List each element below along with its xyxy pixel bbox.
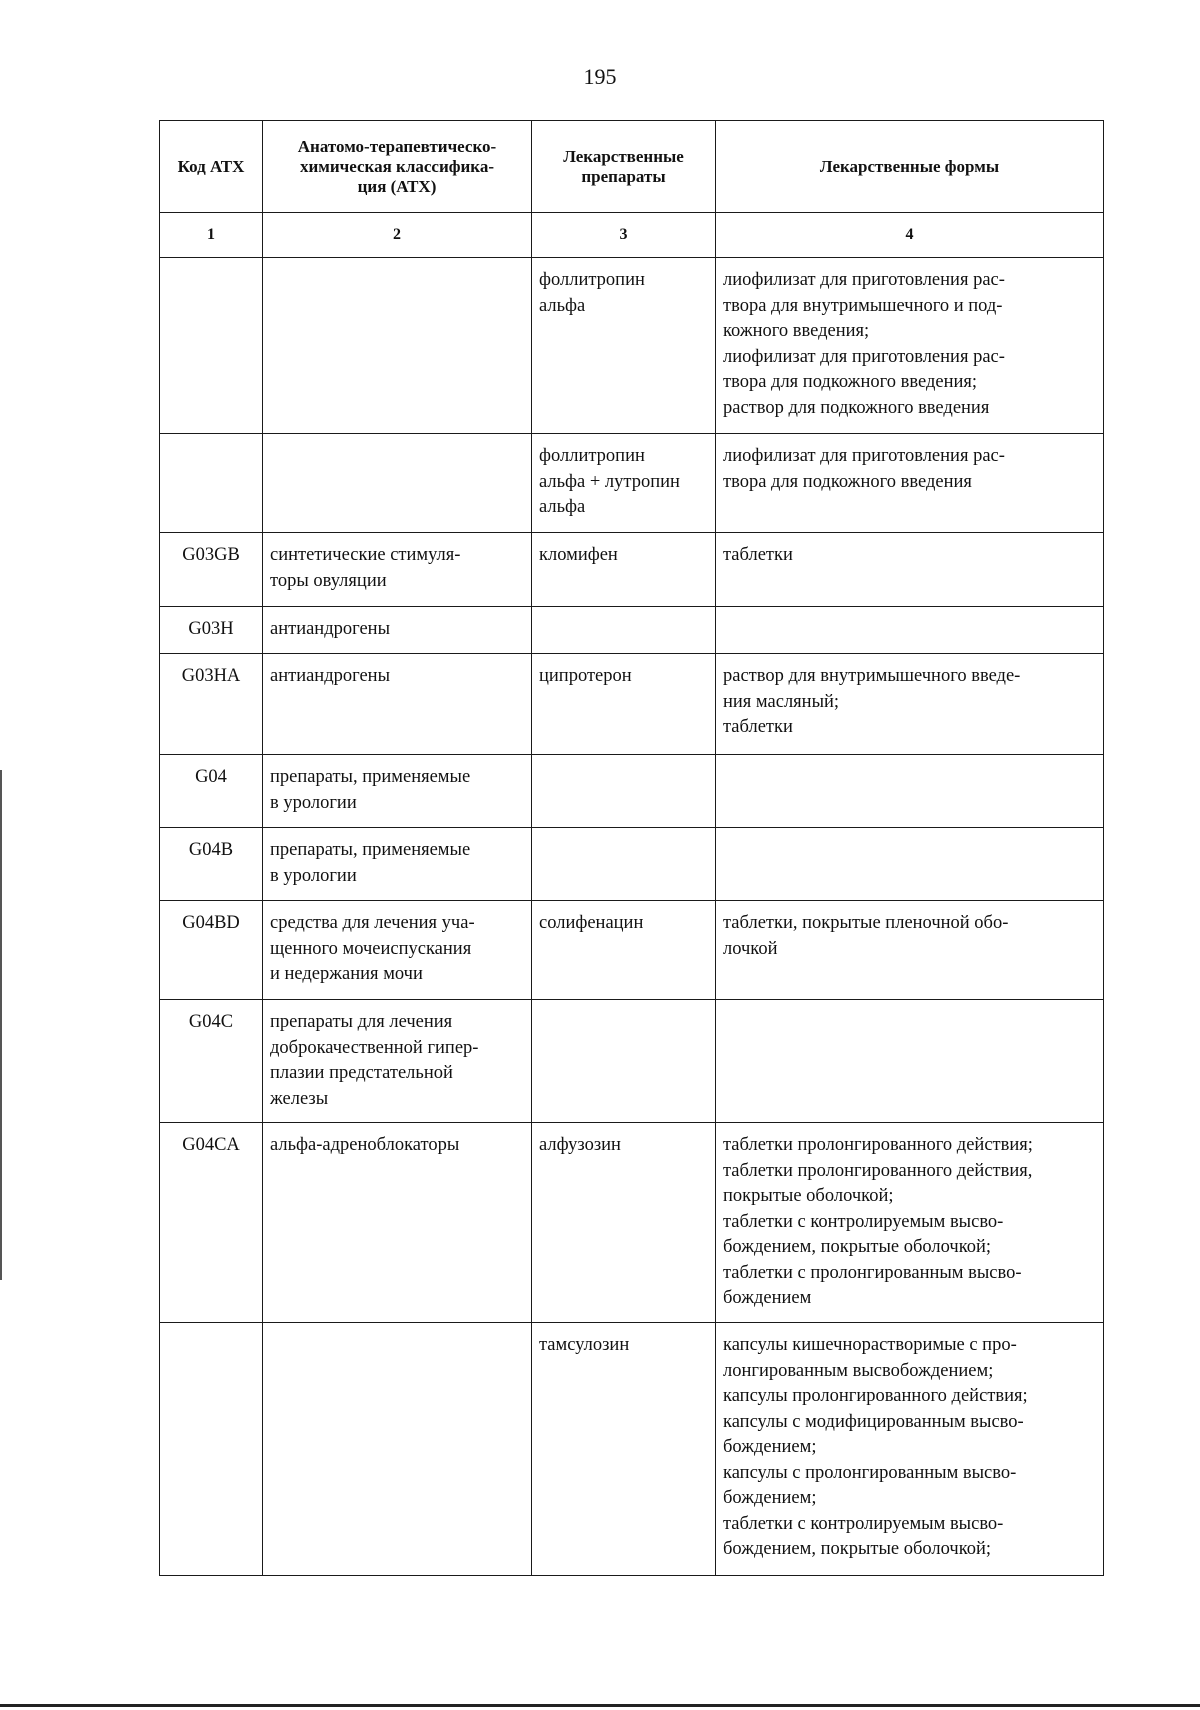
atx-code-cell: G04C	[160, 1000, 263, 1123]
dosage-forms-cell	[716, 1000, 1104, 1123]
table-row	[160, 828, 1104, 901]
drug-cell: алфузозин	[532, 1123, 716, 1323]
dosage-forms-cell: таблетки, покрытые пленочной обо- лочкой	[716, 901, 1104, 1000]
drug-cell	[532, 828, 716, 901]
atx-code-cell: G03H	[160, 607, 263, 654]
dosage-forms-cell: лиофилизат для приготовления рас- твора для подкожного введения	[716, 434, 1104, 533]
classification-cell	[263, 434, 532, 533]
atx-code-cell: G04CA	[160, 1123, 263, 1323]
table-row	[160, 1323, 1104, 1576]
dosage-forms-cell	[716, 828, 1104, 901]
atx-code-cell: G04BD	[160, 901, 263, 1000]
drug-cell: кломифен	[532, 533, 716, 607]
table-row	[160, 1123, 1104, 1323]
drug-cell	[532, 1000, 716, 1123]
classification-cell	[263, 258, 532, 434]
scan-bottom-edge	[0, 1704, 1200, 1707]
classification-cell: альфа-адреноблокаторы	[263, 1123, 532, 1323]
table-row	[160, 654, 1104, 755]
atx-code-cell	[160, 434, 263, 533]
table-row	[160, 434, 1104, 533]
column-number: 3	[532, 213, 716, 258]
table-row	[160, 533, 1104, 607]
classification-cell: препараты, применяемые в урологии	[263, 828, 532, 901]
dosage-forms-cell	[716, 755, 1104, 828]
classification-cell: препараты, применяемые в урологии	[263, 755, 532, 828]
classification-cell: препараты для лечения доброкачественной гипер- плазии предстательной железы	[263, 1000, 532, 1123]
classification-cell: средства для лечения уча- щенного мочеиспускания и недержания мочи	[263, 901, 532, 1000]
atx-code-cell: G03HA	[160, 654, 263, 755]
table-row	[160, 258, 1104, 434]
dosage-forms-cell: раствор для внутримышечного введе- ния масляный; таблетки	[716, 654, 1104, 755]
atx-code-cell: G03GB	[160, 533, 263, 607]
table-header-row	[160, 121, 1104, 213]
atx-code-cell: G04	[160, 755, 263, 828]
header-classification: Анатомо-терапевтическо- химическая классифика- ция (АТХ)	[263, 121, 532, 213]
scan-edge-line	[0, 770, 2, 1280]
header-drugs: Лекарственные препараты	[532, 121, 716, 213]
classification-cell: синтетические стимуля- торы овуляции	[263, 533, 532, 607]
header-dosage-forms: Лекарственные формы	[716, 121, 1104, 213]
classification-cell: антиандрогены	[263, 607, 532, 654]
classification-cell	[263, 1323, 532, 1576]
drug-cell: солифенацин	[532, 901, 716, 1000]
drug-cell	[532, 755, 716, 828]
drug-cell	[532, 607, 716, 654]
table-row	[160, 1000, 1104, 1123]
column-number: 4	[716, 213, 1104, 258]
drug-cell: тамсулозин	[532, 1323, 716, 1576]
column-number: 2	[263, 213, 532, 258]
table-row	[160, 607, 1104, 654]
page-number: 195	[583, 64, 617, 89]
dosage-forms-cell	[716, 607, 1104, 654]
atx-code-cell	[160, 1323, 263, 1576]
atx-code-cell: G04B	[160, 828, 263, 901]
column-number: 1	[160, 213, 263, 258]
classification-cell: антиандрогены	[263, 654, 532, 755]
table-row	[160, 755, 1104, 828]
table-row	[160, 901, 1104, 1000]
dosage-forms-cell: лиофилизат для приготовления рас- твора для внутримышечного и под- кожного введения; лиофилизат для приготовления рас- твора для подкожного введения; раствор для подкожного введения	[716, 258, 1104, 434]
drug-cell: фоллитропин альфа	[532, 258, 716, 434]
atx-code-cell	[160, 258, 263, 434]
header-atx-code: Код АТХ	[160, 121, 263, 213]
drug-cell: фоллитропин альфа + лутропин альфа	[532, 434, 716, 533]
dosage-forms-cell: капсулы кишечнорастворимые с про- лонгированным высвобождением; капсулы пролонгированного действия; капсулы с модифицированным высво- бождением; капсулы с пролонгированным высво- бождением; таблетки с контролируемым высво- бождением, покрытые оболочкой;	[716, 1323, 1104, 1576]
column-number-row	[160, 213, 1104, 258]
drug-cell: ципротерон	[532, 654, 716, 755]
dosage-forms-cell: таблетки	[716, 533, 1104, 607]
atx-drug-table	[159, 120, 1104, 1576]
dosage-forms-cell: таблетки пролонгированного действия; таблетки пролонгированного действия, покрытые оболочкой; таблетки с контролируемым высво- бождением, покрытые оболочкой; таблетки с пролонгированным высво- бождением	[716, 1123, 1104, 1323]
